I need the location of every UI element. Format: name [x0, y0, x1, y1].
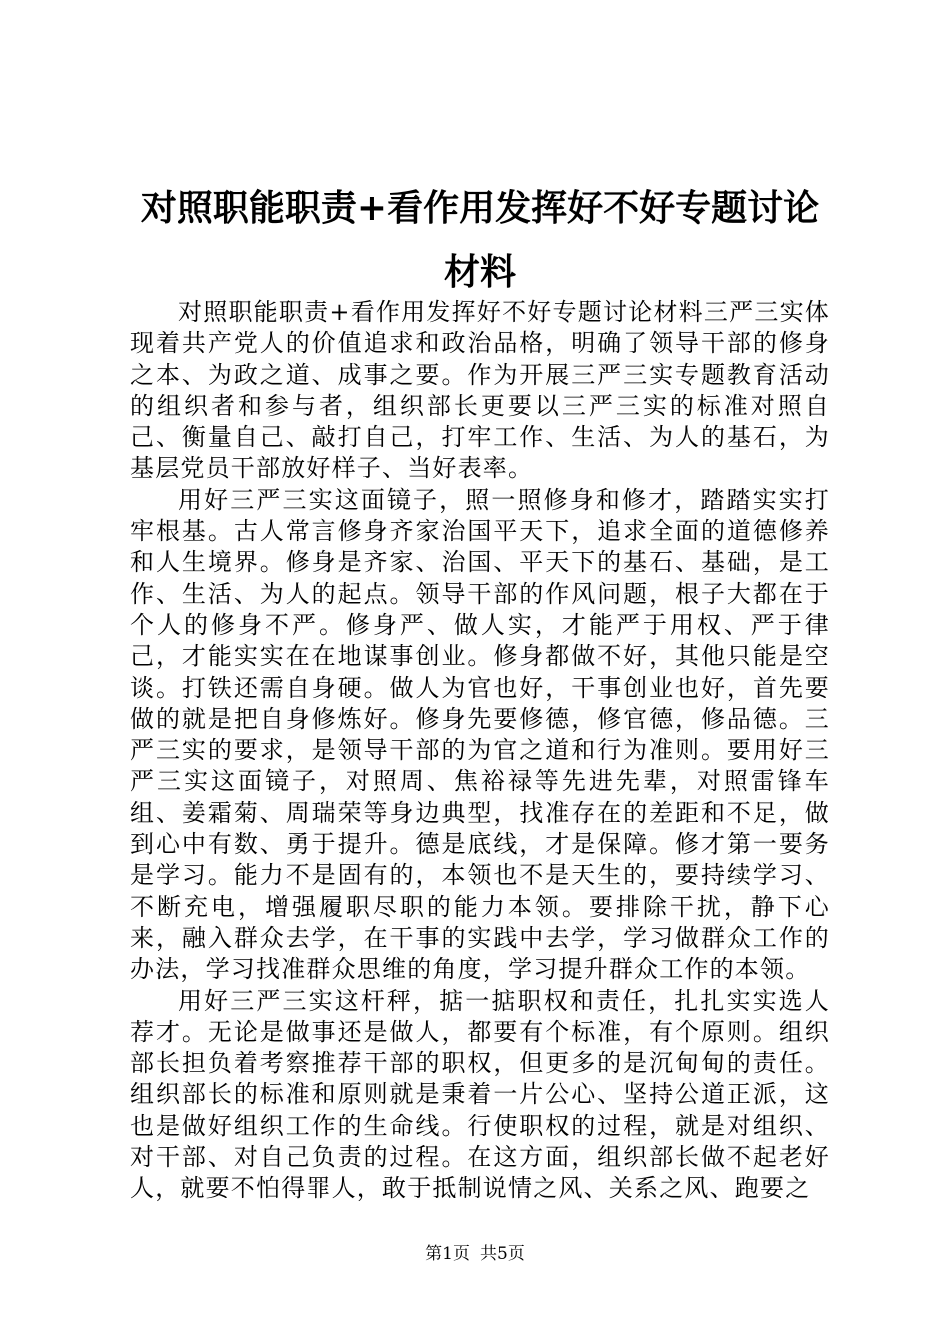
page-footer — [0, 1242, 950, 1266]
paragraph-1: 对照职能职责+看作用发挥好不好专题讨论材料三严三实体现着共产党人的价值追求和政治品格，明确了领导干部的修身之本、为政之道、成事之要。作为开展三严三实专题教育活动的组织者和参与者，组织部长更要以三严三实的标准对照自己、衡量自己、敲打自己，打牢工作、生活、为人的基石，为基层党员干部放好样子、当好表率。 — [130, 298, 830, 483]
paragraph-3: 用好三严三实这杆秤，掂一掂职权和责任，扎扎实实选人荐才。无论是做事还是做人，都要有个标准，有个原则。组织部长担负着考察推荐干部的职权，但更多的是沉甸甸的责任。组织部长的标准和原则就是秉着一片公心、坚持公道正派，这也是做好组织工作的生命线。行使职权的过程，就是对组织、对干部、对自己负责的过程。在这方面，组织部长做不起老好人，就要不怕得罪人，敢于抵制说情之风、关系之风、跑要之 — [130, 986, 830, 1203]
page-number: 第1页 — [425, 1244, 470, 1264]
document-body — [130, 297, 830, 1205]
page-total: 共5页 — [480, 1244, 525, 1264]
paragraph-2: 用好三严三实这面镜子，照一照修身和修才，踏踏实实打牢根基。古人常言修身齐家治国平天下，追求全面的道德修养和人生境界。修身是齐家、治国、平天下的基石、基础，是工作、生活、为人的起点。领导干部的作风问题，根子大都在于个人的修身不严。修身严、做人实，才能严于用权、严于律己，才能实实在在地谋事创业。修身都做不好，其他只能是空谈。打铁还需自身硬。做人为官也好，干事创业也好，首先要做的就是把自身修炼好。修身先要修德，修官德，修品德。三严三实的要求，是领导干部的为官之道和行为准则。要用好三严三实这面镜子，对照周、焦裕禄等先进先辈，对照雷锋车组、姜霜菊、周瑞荣等身边典型，找准存在的差距和不足，做到心中有数、勇于提升。德是底线，才是保障。修才第一要务是学习。能力不是固有的，本领也不是天生的，要持续学习、不断充电，增强履职尽职的能力本领。要排除干扰，静下心来，融入群众去学，在干事的实践中去学，学习做群众工作的办法，学习找准群众思维的角度，学习提升群众工作的本领。 — [130, 485, 830, 984]
document-title: 对照职能职责+看作用发挥好不好专题讨论材料 — [140, 187, 820, 293]
